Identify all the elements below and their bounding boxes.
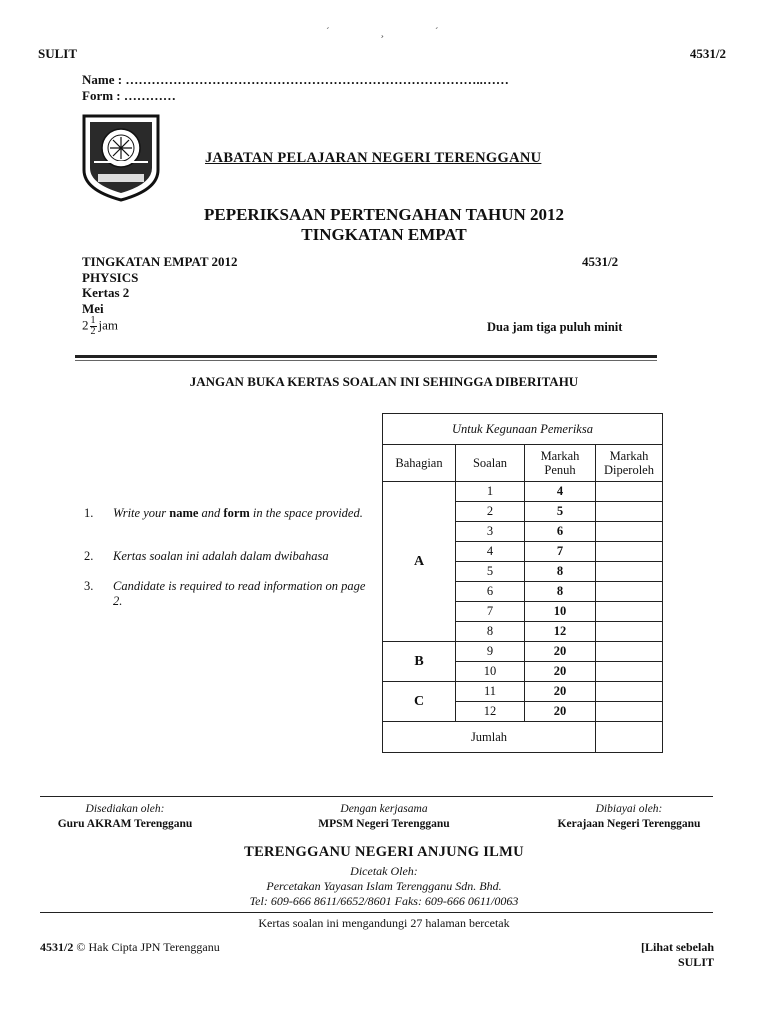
marks-obtained-cell[interactable]	[596, 662, 663, 682]
marks-obtained-cell[interactable]	[596, 502, 663, 522]
marks-obtained-cell[interactable]	[596, 622, 663, 642]
marks-obtained-cell[interactable]	[596, 522, 663, 542]
divider-thick	[75, 355, 657, 358]
examiner-marks-table	[382, 413, 663, 753]
marks-obtained-cell[interactable]	[596, 482, 663, 502]
section-cell: B	[383, 642, 456, 682]
copyright: 4531/2 © Hak Cipta JPN Terengganu	[40, 940, 220, 954]
col-header-section: Bahagian	[383, 445, 456, 482]
marks-obtained-cell[interactable]	[596, 582, 663, 602]
total-marks-cell[interactable]	[596, 722, 663, 753]
full-marks-cell: 10	[525, 602, 596, 622]
full-marks-cell: 5	[525, 502, 596, 522]
question-cell: 4	[456, 542, 525, 562]
exam-level: TINGKATAN EMPAT 2012	[82, 254, 238, 269]
exam-month: Mei	[82, 300, 104, 316]
full-marks-cell: 8	[525, 582, 596, 602]
exam-subject: PHYSICS	[82, 269, 139, 285]
question-cell: 11	[456, 682, 525, 702]
scan-specks: ´ ¸ ´	[326, 26, 463, 38]
question-cell: 6	[456, 582, 525, 602]
section-cell: C	[383, 682, 456, 722]
paper-code: 4531/2	[582, 254, 619, 269]
table-title: Untuk Kegunaan Pemeriksa	[383, 414, 663, 445]
marks-obtained-cell[interactable]	[596, 642, 663, 662]
printer-info: Dicetak Oleh: Percetakan Yayasan Islam Terengganu Sdn. Bhd. Tel: 609-666 8611/6652/8601 Faks: 609-666 0611/0063	[249, 864, 519, 908]
full-marks-cell: 8	[525, 562, 596, 582]
department-name: JABATAN PELAJARAN NEGERI TERENGGANU	[205, 150, 542, 166]
question-cell: 7	[456, 602, 525, 622]
section-cell: A	[383, 482, 456, 642]
question-cell: 8	[456, 622, 525, 642]
marks-obtained-cell[interactable]	[596, 702, 663, 722]
total-label: Jumlah	[383, 722, 596, 753]
divider-thin	[75, 360, 657, 361]
collaboration: Dengan kerjasama MPSM Negeri Terengganu	[318, 803, 450, 830]
exam-title: PEPERIKSAAN PERTENGAHAN TAHUN 2012	[203, 205, 565, 224]
duration-text: Dua jam tiga puluh minit	[487, 320, 623, 334]
full-marks-cell: 20	[525, 642, 596, 662]
prepared-by: Disediakan oleh: Guru AKRAM Terengganu	[57, 803, 193, 830]
duration-fraction: $\frac{1}{2}$	[90, 315, 96, 337]
duration-hours: 2 $\frac{1}{2}$ jam	[82, 315, 118, 337]
paper-code-top: 4531/2	[689, 46, 726, 61]
question-cell: 9	[456, 642, 525, 662]
question-cell: 2	[456, 502, 525, 522]
student-fields	[82, 72, 509, 104]
classification-label: SULIT	[38, 46, 78, 61]
turn-page-note: [Lihat sebelah SULIT	[640, 940, 714, 969]
footer-divider	[40, 796, 713, 797]
table-row	[383, 642, 663, 662]
question-cell: 1	[456, 482, 525, 502]
form-field[interactable]: Form : …………	[82, 88, 176, 103]
question-cell: 3	[456, 522, 525, 542]
question-cell: 10	[456, 662, 525, 682]
marks-body	[383, 482, 663, 722]
full-marks-cell: 6	[525, 522, 596, 542]
question-cell: 12	[456, 702, 525, 722]
table-row	[383, 682, 663, 702]
page-count-divider	[40, 912, 713, 913]
marks-obtained-cell[interactable]	[596, 602, 663, 622]
table-row	[383, 482, 663, 502]
name-field[interactable]: Name : ………………………………………………………………………..……	[82, 72, 509, 87]
page-count: Kertas soalan ini mengandungi 27 halaman bercetak	[258, 916, 510, 930]
col-header-full-marks: Markah Penuh	[525, 445, 596, 482]
full-marks-cell: 20	[525, 702, 596, 722]
full-marks-cell: 7	[525, 542, 596, 562]
marks-obtained-cell[interactable]	[596, 562, 663, 582]
full-marks-cell: 20	[525, 682, 596, 702]
warning-notice: JANGAN BUKA KERTAS SOALAN INI SEHINGGA DIBERITAHU	[189, 374, 579, 389]
col-header-marks-obtained: Markah Diperoleh	[596, 445, 663, 482]
question-cell: 5	[456, 562, 525, 582]
marks-obtained-cell[interactable]	[596, 682, 663, 702]
marks-obtained-cell[interactable]	[596, 542, 663, 562]
funded-by: Dibiayai oleh: Kerajaan Negeri Terengganu	[557, 803, 701, 830]
full-marks-cell: 4	[525, 482, 596, 502]
col-header-question: Soalan	[456, 445, 525, 482]
state-motto: TERENGGANU NEGERI ANJUNG ILMU	[244, 844, 524, 860]
exam-subtitle: TINGKATAN EMPAT	[301, 225, 467, 244]
department-logo-icon	[80, 112, 162, 202]
full-marks-cell: 12	[525, 622, 596, 642]
exam-paper: Kertas 2	[82, 285, 130, 300]
exam-info	[82, 254, 238, 316]
full-marks-cell: 20	[525, 662, 596, 682]
